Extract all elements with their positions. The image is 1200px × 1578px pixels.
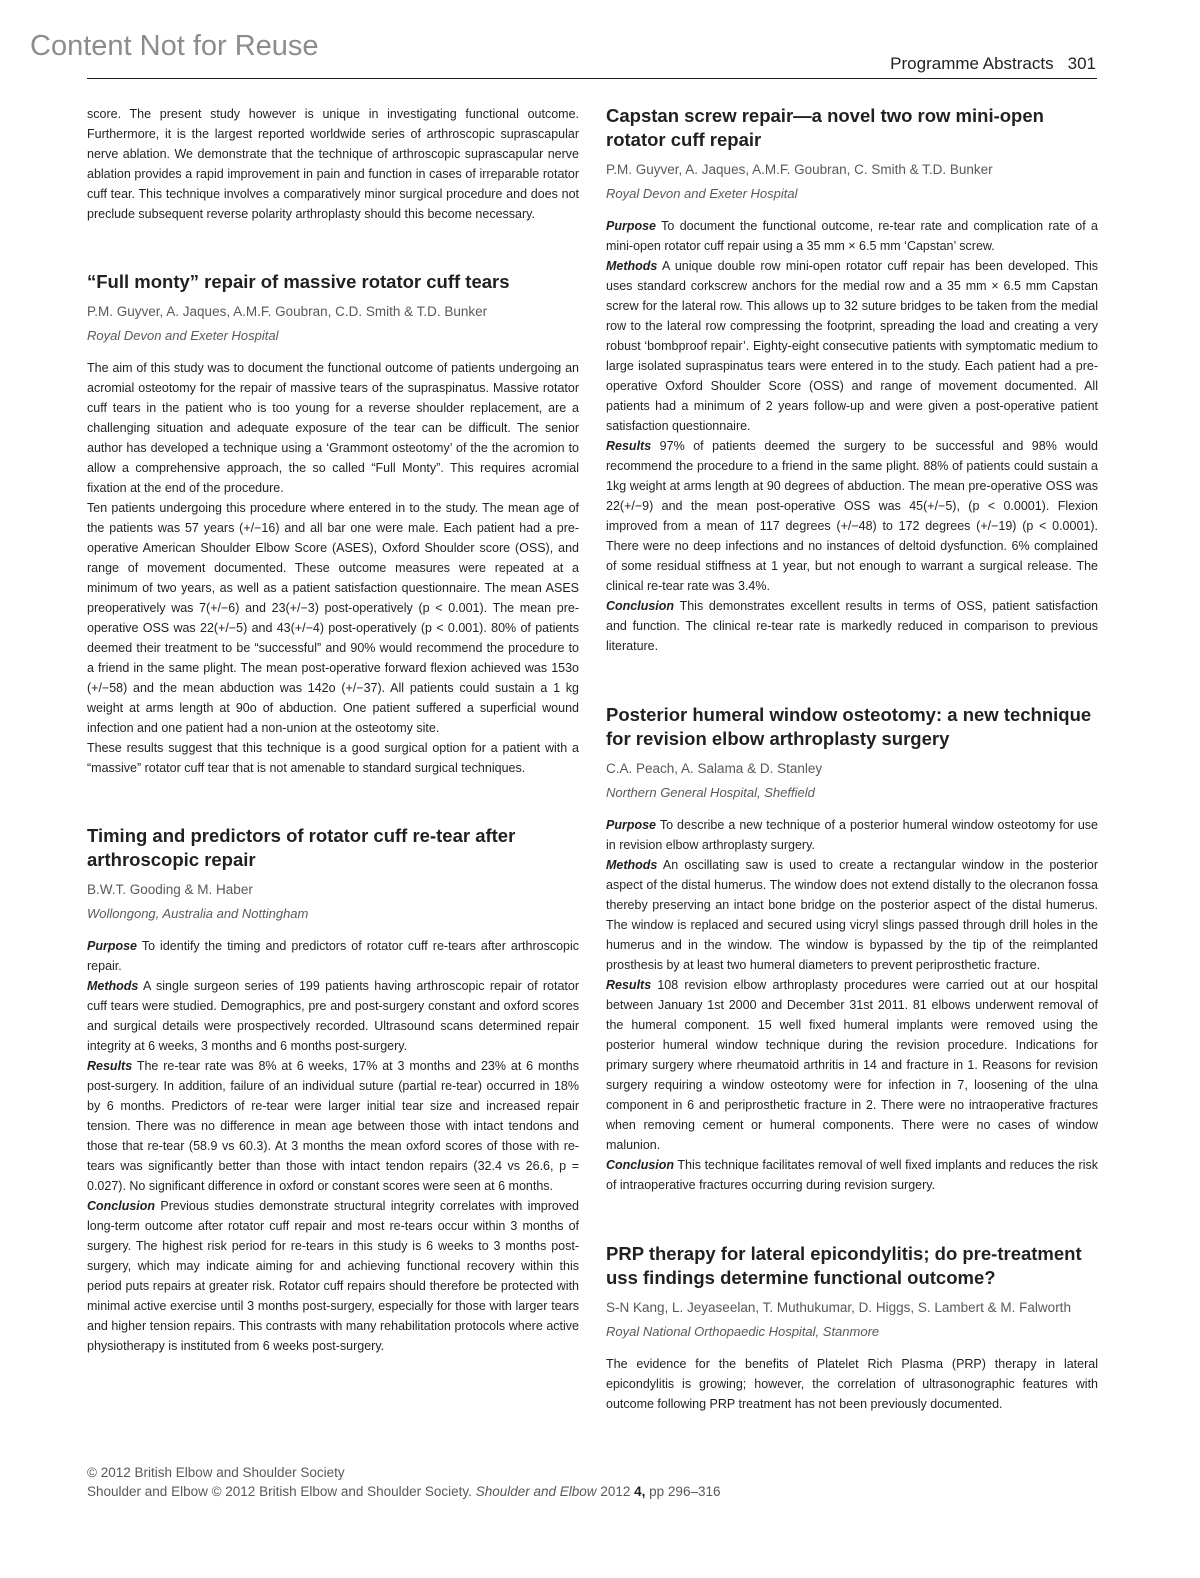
conclusion-text: Previous studies demonstrate structural integrity correlates with improved long-term outcome after rotator cuff repair and most re-tears occur within 3 months of surgery. The highest risk period for re-tears in this study is 6 weeks to 3 months post-surgery, which may indicate aiming for and achieving functional recovery within this period puts repairs at greater risk. Rotator cuff repairs should therefore be protected with minimal active exercise until 3 months post-surgery, especially for those with larger tears and higher tension repairs. This contrasts with many rehabilitation protocols where active physiotherapy is instituted from 6 weeks post-surgery. bbox=[87, 1199, 579, 1353]
results-text: The re-tear rate was 8% at 6 weeks, 17% at 3 months and 23% at 6 months post-surgery. In addition, failure of an individual suture (partial re-tear) occurred in 18% by 6 months. Predictors of re-tear were larger initial tear size and increased repair tension. There was no difference in mean age between those with intact tendons and those that re-tear (58.9 vs 60.3). At 3 months the mean oxford scores of those with re-tears was significantly better than those with intact tendon repairs (32.4 vs 26.6, p = 0.027). No significant difference in oxford or constant scores were seen at 6 months. bbox=[87, 1059, 579, 1193]
conclusion-paragraph bbox=[87, 1196, 579, 1356]
purpose-paragraph bbox=[606, 815, 1098, 855]
conclusion-text: This technique facilitates removal of well fixed implants and reduces the risk of intraoperative fractures occurring during revision surgery. bbox=[606, 1158, 1098, 1192]
abstract-capstan-screw bbox=[606, 104, 1098, 656]
abstract-prp-therapy bbox=[606, 1242, 1098, 1414]
abstract-institution: Royal Devon and Exeter Hospital bbox=[87, 328, 279, 343]
abstract-title: Timing and predictors of rotator cuff re-tear after arthroscopic repair bbox=[87, 825, 516, 870]
abstract-authors: P.M. Guyver, A. Jaques, A.M.F. Goubran, C. Smith & T.D. Bunker bbox=[606, 162, 993, 177]
purpose-paragraph bbox=[606, 216, 1098, 256]
methods-text: A unique double row mini-open rotator cuff repair has been developed. This uses standard corkscrew anchors for the medial row and a 35 mm × 6.5 mm Capstan screw for the lateral row. This allows up to 32 suture bridges to be taken from the medial row to the lateral row compressing the footprint, spreading the load and creating a very robust ‘bombproof repair’. Eighty-eight consecutive patients with symptomatic medium to large isolated supraspinatus tears were entered in to the study. Each patient had a pre-operative Oxford Shoulder Score (OSS) and range of movement documented. All patients had a minimum of 2 years follow-up and were given a post-operative patient satisfaction questionnaire. bbox=[606, 259, 1098, 433]
abstract-posterior-humeral-window bbox=[606, 703, 1098, 1195]
methods-paragraph bbox=[606, 256, 1098, 436]
purpose-text: To document the functional outcome, re-tear rate and complication rate of a mini-open rotator cuff repair using a 35 mm × 6.5 mm ‘Capstan’ screw. bbox=[606, 219, 1098, 253]
abstract-institution: Northern General Hospital, Sheffield bbox=[606, 785, 815, 800]
abstract-institution: Wollongong, Australia and Nottingham bbox=[87, 906, 309, 921]
results-label: Results bbox=[606, 439, 652, 453]
abstract-title: “Full monty” repair of massive rotator cuff tears bbox=[87, 271, 510, 292]
watermark: Content Not for Reuse bbox=[30, 30, 319, 62]
abstract-authors: C.A. Peach, A. Salama & D. Stanley bbox=[606, 761, 823, 776]
abstract-institution: Royal National Orthopaedic Hospital, Stanmore bbox=[606, 1324, 880, 1339]
results-paragraph bbox=[87, 1056, 579, 1196]
conclusion-label: Conclusion bbox=[606, 1158, 675, 1172]
methods-label: Methods bbox=[606, 858, 658, 872]
continuation-paragraph: score. The present study however is unique in investigating functional outcome. Furthermore, it is the largest reported worldwide series of arthroscopic suprascapular nerve ablation. We demonstrate that the technique of arthroscopic suprascapular nerve ablation provides a rapid improvement in pain and function in cases of irreparable rotator cuff tear. This technique involves a comparatively minor surgical procedure and does not preclude subsequent reverse polarity arthroplasty should this become necessary. bbox=[87, 107, 579, 221]
right-column bbox=[606, 104, 1098, 1414]
conclusion-label: Conclusion bbox=[87, 1199, 156, 1213]
methods-label: Methods bbox=[87, 979, 139, 993]
abstract-title: Capstan screw repair—a novel two row mini-open rotator cuff repair bbox=[606, 105, 1044, 150]
methods-text: A single surgeon series of 199 patients having arthroscopic repair of rotator cuff tears were studied. Demographics, pre and post-surgery constant and oxford scores and surgical details were prospectively recorded. Ultrasound scans determined repair integrity at 6 weeks, 3 months and 6 months post-surgery. bbox=[87, 979, 580, 1053]
results-text: 97% of patients deemed the surgery to be successful and 98% would recommend the procedure to a friend in the same plight. 88% of patients could sustain a 1kg weight at arms length at 90 degrees of abduction. The mean pre-operative OSS was 22(+/−9) and the mean post-operative OSS was 45(+/−5), (p < 0.0001). Flexion improved from a mean of 117 degrees (+/−48) to 172 degrees (+/−19) (p < 0.0001). There were no deep infections and no instances of deltoid dysfunction. 6% complained of some residual stiffness at 1 year, but not enough to warrant a surgical release. The clinical re-tear rate was 3.4%. bbox=[606, 439, 1098, 593]
results-text: 108 revision elbow arthroplasty procedures were carried out at our hospital between January 1st 2000 and December 31st 2011. 81 elbows underwent removal of the humeral component. 15 well fixed humeral implants were removed using the posterior humeral window technique during the revision procedure. Indications for primary surgery where rheumatoid arthritis in 14 and fracture in 1. Reasons for revision surgery requiring a window osteotomy were for infection in 7, loosening of the ulna component in 6 and periprosthetic fracture in 2. There were no intraoperative fractures when removing cement or humeral components. There were no cases of window malunion. bbox=[606, 978, 1098, 1152]
abstract-full-monty bbox=[87, 270, 579, 778]
purpose-text: To identify the timing and predictors of rotator cuff re-tears after arthroscopic repair. bbox=[87, 939, 580, 973]
running-head bbox=[890, 54, 1096, 74]
page-number: 301 bbox=[1067, 54, 1096, 73]
abstract-institution: Royal Devon and Exeter Hospital bbox=[606, 186, 798, 201]
conclusion-paragraph bbox=[606, 1155, 1098, 1195]
purpose-label: Purpose bbox=[87, 939, 138, 953]
page-footer bbox=[87, 1463, 720, 1501]
citation-year: 2012 bbox=[600, 1484, 631, 1499]
purpose-paragraph bbox=[87, 936, 579, 976]
results-paragraph bbox=[606, 975, 1098, 1155]
conclusion-text: This demonstrates excellent results in terms of OSS, patient satisfaction and function. The clinical re-tear rate is markedly reduced in comparison to previous literature. bbox=[606, 599, 1099, 653]
abstract-timing-predictors bbox=[87, 824, 579, 1356]
conclusion-paragraph bbox=[606, 596, 1098, 656]
abstract-authors: B.W.T. Gooding & M. Haber bbox=[87, 882, 253, 897]
purpose-text: To describe a new technique of a posterior humeral window osteotomy for use in revision elbow arthroplasty surgery. bbox=[606, 818, 1099, 852]
citation-volume: 4, bbox=[634, 1484, 646, 1499]
abstract-title: Posterior humeral window osteotomy: a new technique for revision elbow arthroplasty surgery bbox=[606, 704, 1092, 749]
citation-pages: pp 296–316 bbox=[649, 1484, 721, 1499]
abstract-paragraph: The evidence for the benefits of Platelet Rich Plasma (PRP) therapy in lateral epicondylitis is growing; however, the correlation of ultrasonographic features with outcome following PRP treatment has not been previously documented. bbox=[606, 1357, 1098, 1411]
results-label: Results bbox=[606, 978, 652, 992]
citation-prefix: Shoulder and Elbow © 2012 British Elbow and Shoulder Society. bbox=[87, 1484, 472, 1499]
abstract-paragraph: The aim of this study was to document the functional outcome of patients undergoing an acromial osteotomy for the repair of massive tears of the supraspinatus. Massive rotator cuff tears in the patient who is too young for a reverse shoulder replacement, are a challenging situation and adequate exposure of the tear can be difficult. The senior author has developed a technique using a ‘Grammont osteotomy’ of the the acromion to allow a comprehensive approach, the so called “Full Monty”. This requires acromial fixation at the end of the procedure. bbox=[87, 361, 579, 495]
abstract-paragraph: Ten patients undergoing this procedure where entered in to the study. The mean age of the patients was 57 years (+/−16) and all bar one were male. Each patient had a pre-operative American Shoulder Elbow Score (ASES), Oxford Shoulder score (OSS), and range of movement documented. These outcome measures were repeated at a minimum of two years, as well as a patient satisfaction questionnaire. The mean ASES preoperatively was 7(+/−6) and 23(+/−3) post-operatively (p < 0.001). The mean pre-operative OSS was 22(+/−5) and 43(+/−4) post-operatively (p < 0.001). 80% of patients deemed their treatment to be “successful” and 90% would recommend the procedure to a friend in the same plight. The mean post-operative forward flexion achieved was 153o (+/−58) and the mean abduction was 142o (+/−37). All patients could sustain a 1 kg weight at arms length at 90o of abduction. One patient suffered a superficial wound infection and one patient had a non-union at the osteotomy site. bbox=[87, 501, 579, 735]
conclusion-label: Conclusion bbox=[606, 599, 675, 613]
purpose-label: Purpose bbox=[606, 818, 657, 832]
methods-paragraph bbox=[87, 976, 579, 1056]
purpose-label: Purpose bbox=[606, 219, 657, 233]
abstract-authors: S-N Kang, L. Jeyaseelan, T. Muthukumar, D. Higgs, S. Lambert & M. Falworth bbox=[606, 1300, 1071, 1315]
results-paragraph bbox=[606, 436, 1098, 596]
citation-line bbox=[87, 1482, 720, 1501]
abstract-authors: P.M. Guyver, A. Jaques, A.M.F. Goubran, C.D. Smith & T.D. Bunker bbox=[87, 304, 488, 319]
results-label: Results bbox=[87, 1059, 133, 1073]
left-column bbox=[87, 104, 579, 1356]
methods-paragraph bbox=[606, 855, 1098, 975]
methods-label: Methods bbox=[606, 259, 658, 273]
header-rule bbox=[87, 78, 1097, 79]
copyright-line: © 2012 British Elbow and Shoulder Society bbox=[87, 1465, 345, 1480]
abstract-title: PRP therapy for lateral epicondylitis; do pre-treatment uss findings determine functional outcome? bbox=[606, 1243, 1082, 1288]
methods-text: An oscillating saw is used to create a rectangular window in the posterior aspect of the distal humerus. The window does not extend distally to the olecranon fossa thereby preserving an intact bone bridge on the posterior aspect of the distal humerus. The window is replaced and secured using vicryl slings passed through drill holes in the humerus and in the window. The window is bypassed by the tip of the reimplanted prosthesis by at least two humeral diameters to prevent periprosthetic fracture. bbox=[606, 858, 1098, 972]
citation-journal: Shoulder and Elbow bbox=[475, 1484, 597, 1499]
abstract-paragraph: These results suggest that this technique is a good surgical option for a patient with a “massive” rotator cuff tear that is not amenable to standard surgical techniques. bbox=[87, 741, 579, 775]
running-head-title: Programme Abstracts bbox=[890, 54, 1054, 73]
